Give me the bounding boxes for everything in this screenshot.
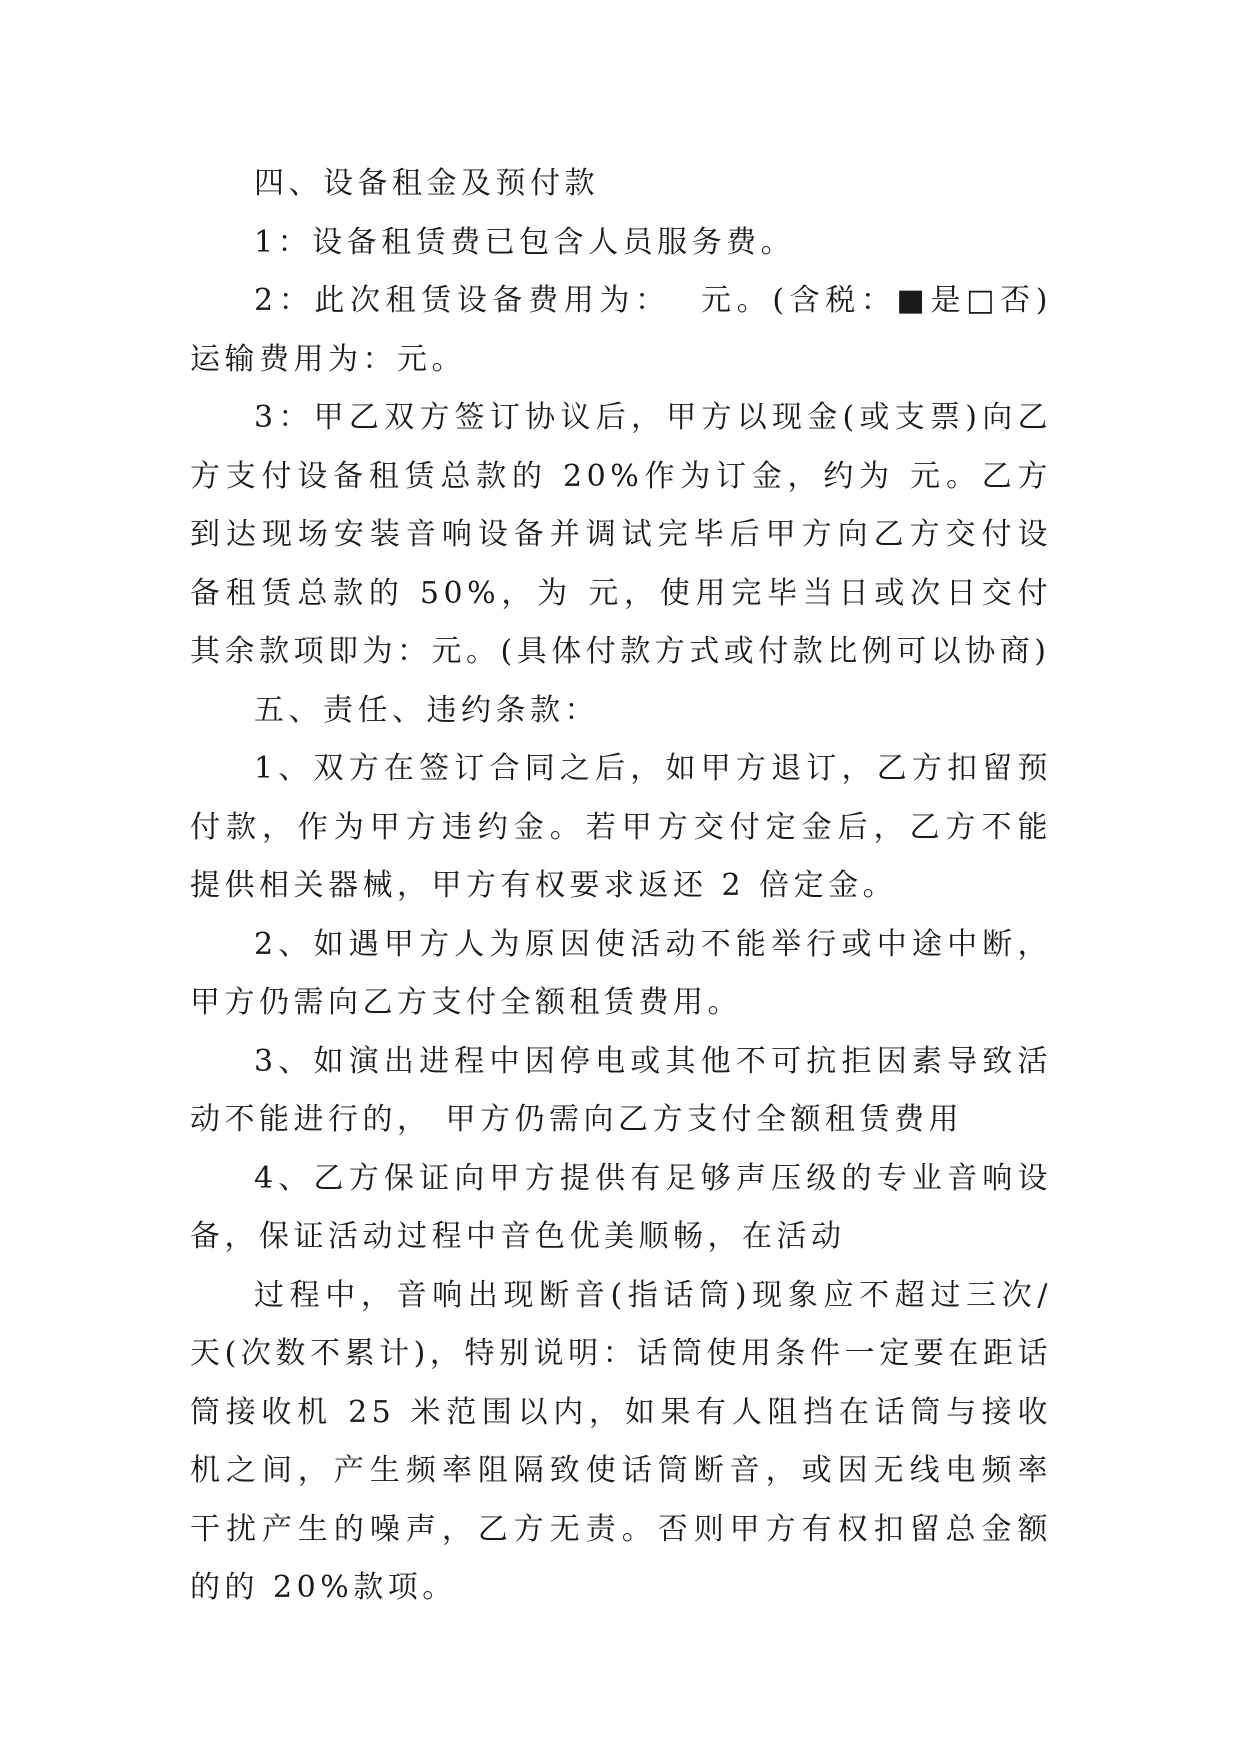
clause-rent-2: 2：此次租赁设备费用为： 元。(含税：■是□否)运输费用为：元。	[190, 283, 1052, 377]
clause-liability-1: 1、双方在签订合同之后，如甲方退订，乙方扣留预付款，作为甲方违约金。若甲方交付定金后，乙方不能提供相关器械，甲方有权要求返还 2 倍定金。	[190, 751, 1052, 903]
clause-liability-4-continued: 过程中，音响出现断音(指话筒)现象应不超过三次/天(次数不累计)，特别说明：话筒使用条件一定要在距话筒接收机 25 米范围以内，如果有人阻挡在话筒与接收机之间，产生频率阻隔致使话筒断音，或因无线电频率干扰产生的噪声，乙方无责。否则甲方有权扣留总金额的的 20%款项。	[190, 1277, 1052, 1605]
clause-liability-2: 2、如遇甲方人为原因使活动不能举行或中途中断，甲方仍需向乙方支付全额租赁费用。	[190, 926, 1052, 1020]
section-heading-liability: 五、责任、违约条款：	[254, 692, 599, 728]
document-page	[190, 155, 1052, 1618]
clause-rent-3: 3：甲乙双方签订协议后，甲方以现金(或支票)向乙方支付设备租赁总款的 20%作为订金，约为 元。乙方到达现场安装音响设备并调试完毕后甲方向乙方交付设备租赁总款的 50%，为 元，使用完毕当日或次日交付其余款项即为：元。(具体付款方式或付款比例可以协商)	[190, 400, 1052, 669]
section-heading-rent: 四、设备租金及预付款	[254, 166, 599, 201]
clause-liability-3: 3、如演出进程中因停电或其他不可抗拒因素导致活动不能进行的， 甲方仍需向乙方支付全额租赁费用	[190, 1043, 1052, 1137]
clause-rent-1: 1：设备租赁费已包含人员服务费。	[254, 224, 796, 260]
clause-liability-4: 4、乙方保证向甲方提供有足够声压级的专业音响设备，保证活动过程中音色优美顺畅，在活动	[190, 1160, 1052, 1254]
